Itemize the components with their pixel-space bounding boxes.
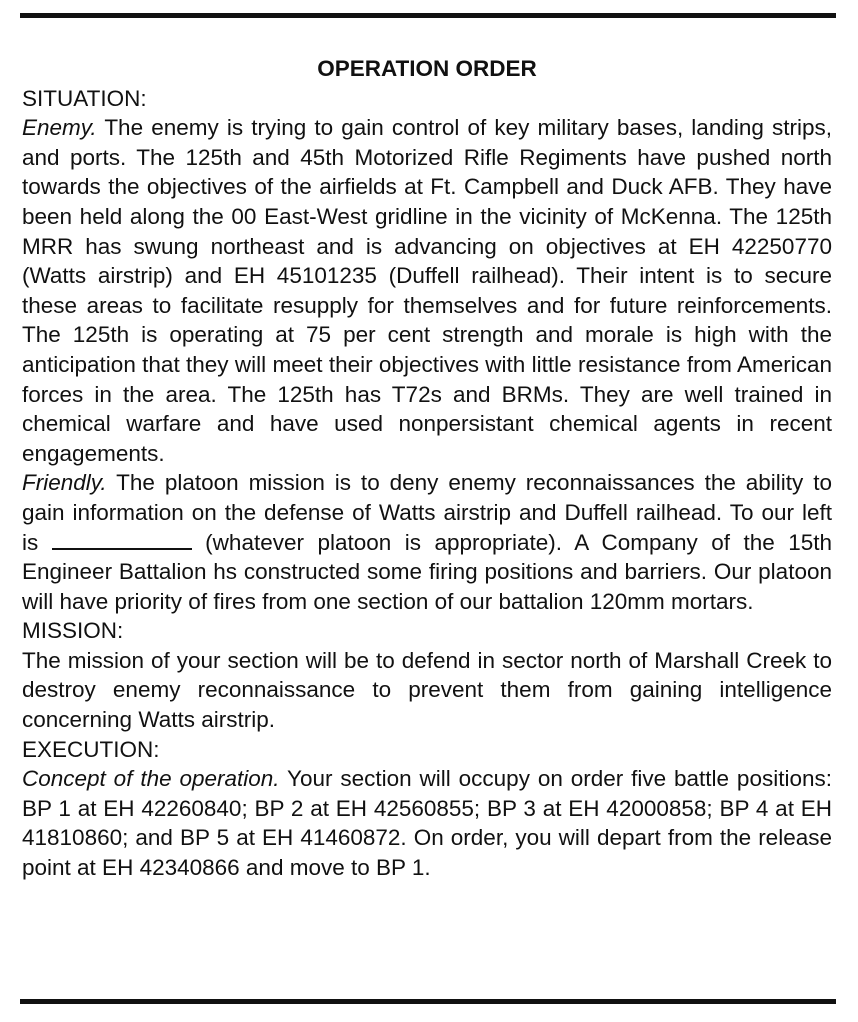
fill-in-blank bbox=[52, 530, 192, 550]
friendly-lead: Friendly. bbox=[22, 470, 107, 496]
concept-paragraph bbox=[22, 764, 832, 882]
friendly-text-before-blank: The platoon mission is to deny enemy reconnaissances the ability to gain information on the defense of Watts airstrip and Duffell railhead. To our left is bbox=[22, 470, 832, 555]
execution-heading: EXECUTION: bbox=[22, 736, 160, 762]
top-rule bbox=[20, 13, 836, 18]
concept-lead: Concept of the operation. bbox=[22, 766, 280, 792]
bottom-rule bbox=[20, 999, 836, 1004]
mission-paragraph: The mission of your section will be to defend in sector north of Marshall Creek to destroy enemy reconnaissance to prevent them from gaining intelligence concerning Watts airstrip. bbox=[22, 647, 832, 733]
situation-heading: SITUATION: bbox=[22, 85, 147, 111]
friendly-paragraph bbox=[22, 468, 832, 616]
mission-heading: MISSION: bbox=[22, 618, 124, 644]
enemy-paragraph bbox=[22, 113, 832, 468]
document-title: OPERATION ORDER bbox=[317, 56, 537, 81]
enemy-text: The enemy is trying to gain control of key military bases, landing strips, and ports. The 125th and 45th Motorized Rifle Regiments have pushed north towards the objectives of the airfields at Ft. Campbell and Duck AFB. They have been held along the 00 East-West gridline in the vicinity of McKenna. The 125th MRR has swung northeast and is advancing on objectives at EH 42250770 (Watts airstrip) and EH 45101235 (Duffell railhead). Their intent is to secure these areas to facilitate resupply for themselves and for future reinforcements. The 125th is operating at 75 per cent strength and morale is high with the anticipation that they will meet their objectives with little resistance from American forces in the area. The 125th has T72s and BRMs. They are well trained in chemical warfare and have used nonpersistant chemical agents in recent engagements. bbox=[22, 115, 832, 466]
operation-order-document bbox=[22, 54, 832, 883]
enemy-lead: Enemy. bbox=[22, 115, 97, 141]
concept-text: Your section will occupy on order five battle positions: BP 1 at EH 42260840; BP 2 at EH 42560855; BP 3 at EH 42000858; BP 4 at EH 41810860; and BP 5 at EH 41460872. On order, you will depart from the release point at EH 42340866 and move to BP 1. bbox=[22, 766, 832, 881]
friendly-text-after-blank: (whatever platoon is appropriate). A Company of the 15th Engineer Battalion hs constructed some firing positions and barriers. Our platoon will have priority of fires from one section of our battalion 120mm mortars. bbox=[22, 529, 833, 614]
